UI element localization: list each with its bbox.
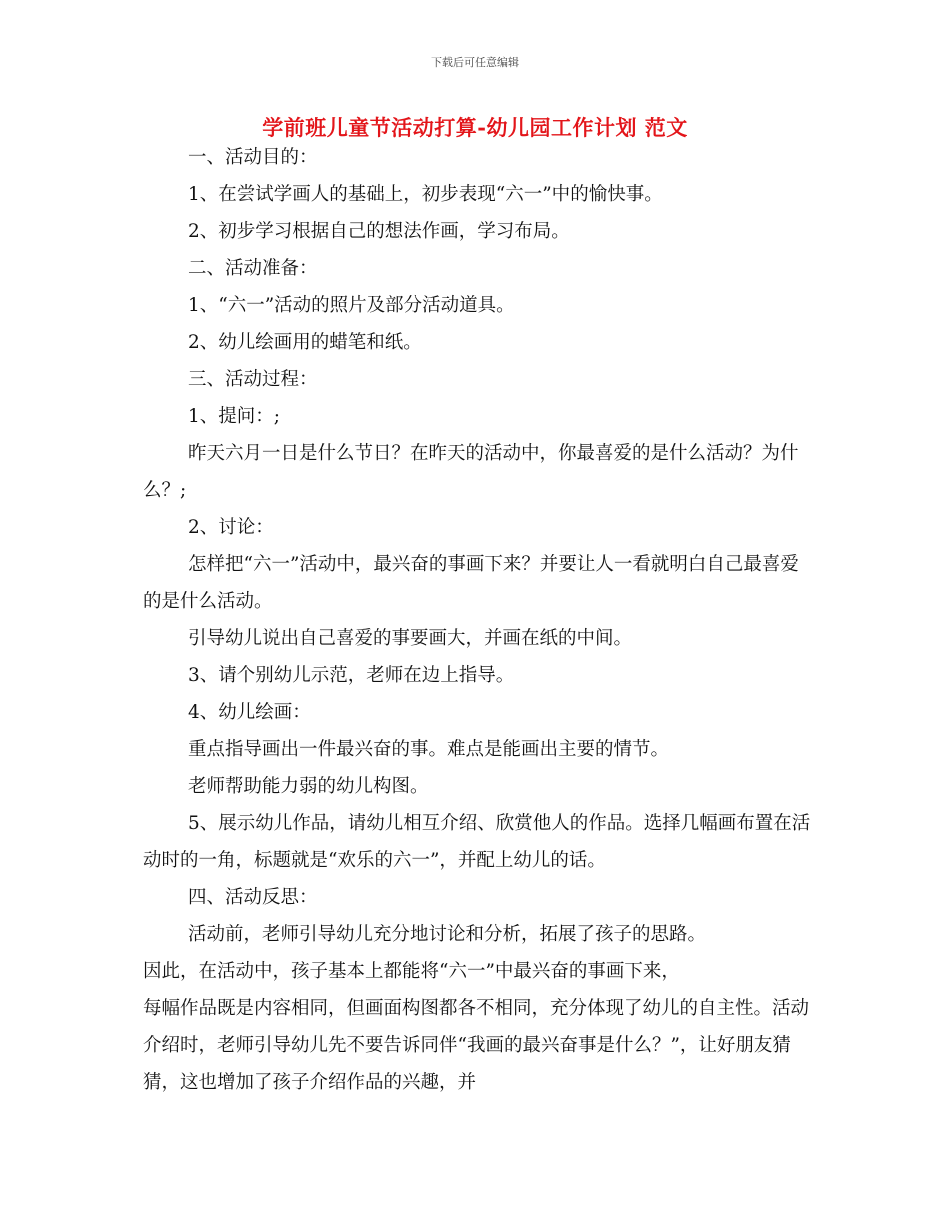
- document-body: [143, 139, 813, 1101]
- section-heading: 三、活动过程：: [188, 369, 318, 390]
- paragraph: 1、在尝试学画人的基础上，初步表现“六一”中的愉快事。: [188, 184, 663, 205]
- paragraph: 2、讨论：: [188, 517, 274, 538]
- paragraph: 2、幼儿绘画用的蜡笔和纸。: [188, 332, 422, 353]
- paragraph: 昨天六月一日是什么节日？在昨天的活动中，你最喜爱的是什么活动？为什么？;: [143, 443, 799, 501]
- paragraph: 引导幼儿说出自己喜爱的事要画大，并画在纸的中间。: [188, 628, 633, 649]
- paragraph: 3、请个别幼儿示范，老师在边上指导。: [188, 665, 515, 686]
- section-heading: 一、活动目的：: [188, 147, 318, 168]
- paragraph: 2、初步学习根据自己的想法作画，学习布局。: [188, 221, 570, 242]
- paragraph: 每幅作品既是内容相同，但画面构图都各不相同，充分体现了幼儿的自主性。活动介绍时，老师引导幼儿先不要告诉同伴“我画的最兴奋事是什么？”，让好朋友猜猜，这也增加了孩子介绍作品的兴趣，并: [143, 998, 810, 1093]
- paragraph: 4、幼儿绘画：: [188, 702, 311, 723]
- paragraph: 重点指导画出一件最兴奋的事。难点是能画出主要的情节。: [188, 739, 670, 760]
- paragraph: 活动前，老师引导幼儿充分地讨论和分析，拓展了孩子的思路。: [188, 924, 707, 945]
- paragraph: 因此，在活动中，孩子基本上都能将“六一”中最兴奋的事画下来，: [143, 961, 680, 982]
- section-heading: 四、活动反思：: [188, 887, 318, 908]
- page-header: 下载后可任意编辑: [431, 56, 519, 69]
- paragraph: 怎样把“六一”活动中，最兴奋的事画下来？并要让人一看就明白自己最喜爱的是什么活动。: [143, 554, 799, 612]
- paragraph: 1、提问：;: [188, 406, 281, 427]
- paragraph: 老师帮助能力弱的幼儿构图。: [188, 776, 429, 797]
- paragraph: 5、展示幼儿作品，请幼儿相互介绍、欣赏他人的作品。选择几幅画布置在活动时的一角，标题就是“欢乐的六一”，并配上幼儿的话。: [143, 813, 811, 871]
- paragraph: 1、“六一”活动的照片及部分活动道具。: [188, 295, 515, 316]
- document-title: 学前班儿童节活动打算-幼儿园工作计划 范文: [262, 115, 688, 140]
- section-heading: 二、活动准备：: [188, 258, 318, 279]
